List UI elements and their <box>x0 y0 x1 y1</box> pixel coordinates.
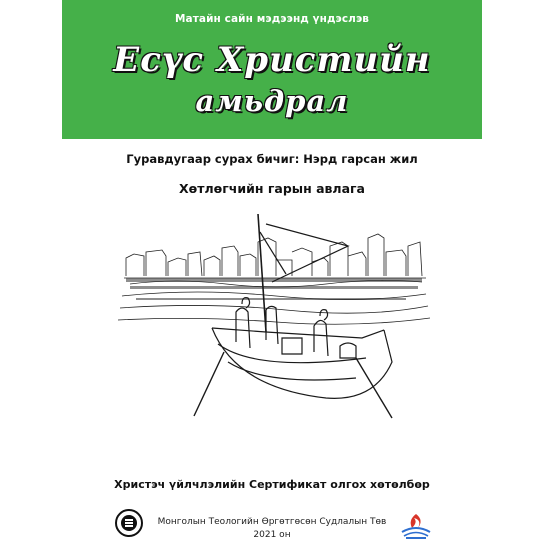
publisher-seal-icon <box>114 508 144 538</box>
flame-book-logo-icon <box>398 510 434 540</box>
title-line-1: Есүс Христийн <box>113 40 431 80</box>
program-label: Христэч үйлчлэлийн Сертификат олгох хөтөлбөр <box>114 478 430 491</box>
guide-label: Хөтлөгчийн гарын авлага <box>179 181 365 196</box>
series-label: Матайн сайн мэдээнд үндэслэв <box>174 13 370 25</box>
publication-year: 2021 он <box>253 530 291 540</box>
title-line-2: амьдрал <box>195 84 349 118</box>
publisher-name: Монголын Теологийн Өргөтгөсөн Судлалын Төв <box>157 517 387 527</box>
boat-illustration <box>116 212 432 424</box>
title-banner <box>62 0 482 139</box>
book-subtitle: Гуравдугаар сурах бичиг: Нэрд гарсан жил <box>126 152 418 166</box>
book-cover <box>62 0 482 544</box>
